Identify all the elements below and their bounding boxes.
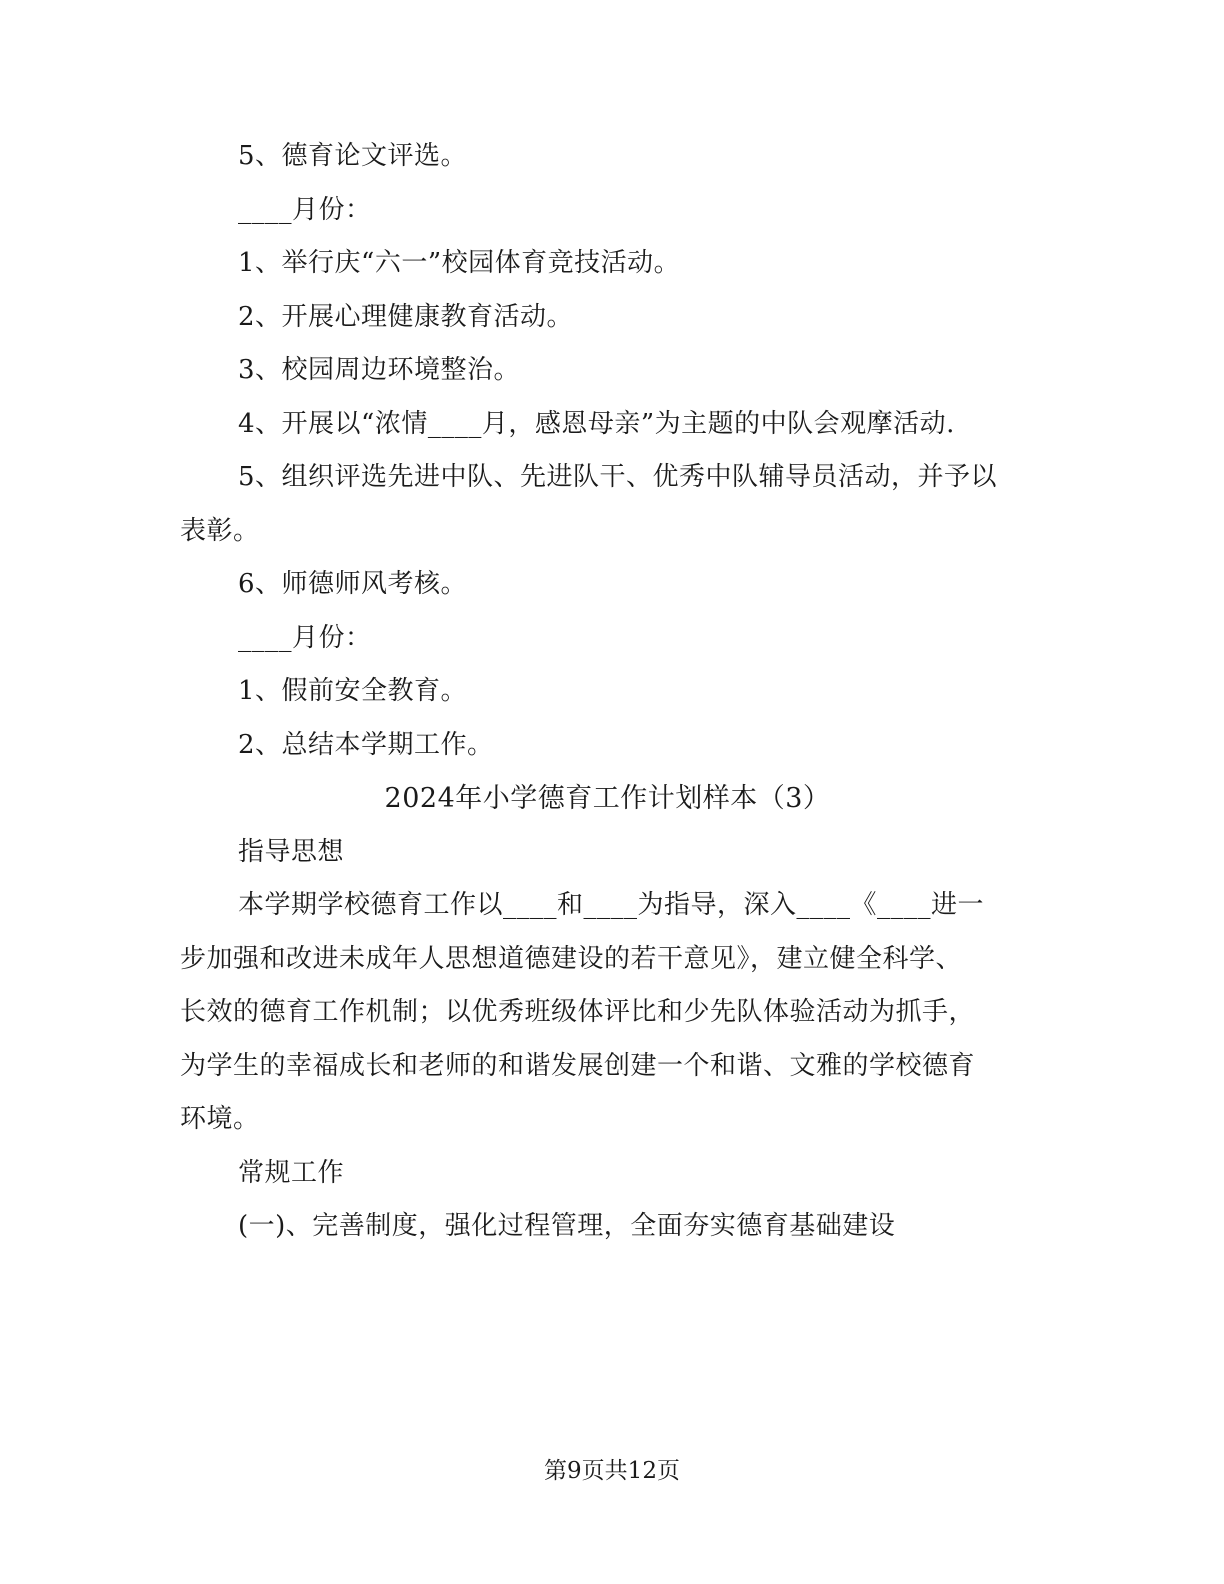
text-line: 1、举行庆“六一”校园体育竞技活动。: [238, 248, 681, 278]
text-line: 6、师德师风考核。: [238, 569, 468, 599]
text-line: 5、德育论文评选。: [238, 141, 468, 171]
text-line: (一)、完善制度，强化过程管理，全面夯实德育基础建设: [238, 1211, 896, 1241]
paragraph-line: 步加强和改进未成年人思想道德建设的若干意见》，建立健全科学、: [180, 943, 963, 974]
subheading: 指导思想: [238, 836, 345, 867]
paragraph-line: 长效的德育工作机制；以优秀班级体评比和少先队体验活动为抓手，: [180, 997, 976, 1027]
subheading: 常规工作: [238, 1157, 345, 1188]
paragraph-line: 本学期学校德育工作以____和____为指导，深入____《____进一: [238, 890, 985, 920]
text-line: 2、开展心理健康教育活动。: [238, 301, 574, 332]
document-body: [180, 130, 1035, 1254]
text-line: 4、开展以“浓情____月，感恩母亲”为主题的中队会观摩活动.: [238, 408, 955, 439]
month-heading: ____月份：: [238, 622, 372, 653]
text-line: 表彰。: [180, 515, 260, 546]
text-line: 3、校园周边环境整治。: [238, 355, 521, 385]
month-heading: ____月份：: [238, 194, 372, 225]
text-line: 5、组织评选先进中队、先进队干、优秀中队辅导员活动，并予以: [238, 462, 998, 492]
paragraph-line: 为学生的幸福成长和老师的和谐发展创建一个和谐、文雅的学校德育: [180, 1050, 976, 1081]
text-line: 2、总结本学期工作。: [238, 729, 494, 760]
section-title: 2024年小学德育工作计划样本（3）: [384, 783, 831, 814]
text-line: 1、假前安全教育。: [238, 676, 468, 706]
paragraph-line: 环境。: [180, 1104, 260, 1134]
page-number: 第9页共12页: [544, 1458, 680, 1484]
